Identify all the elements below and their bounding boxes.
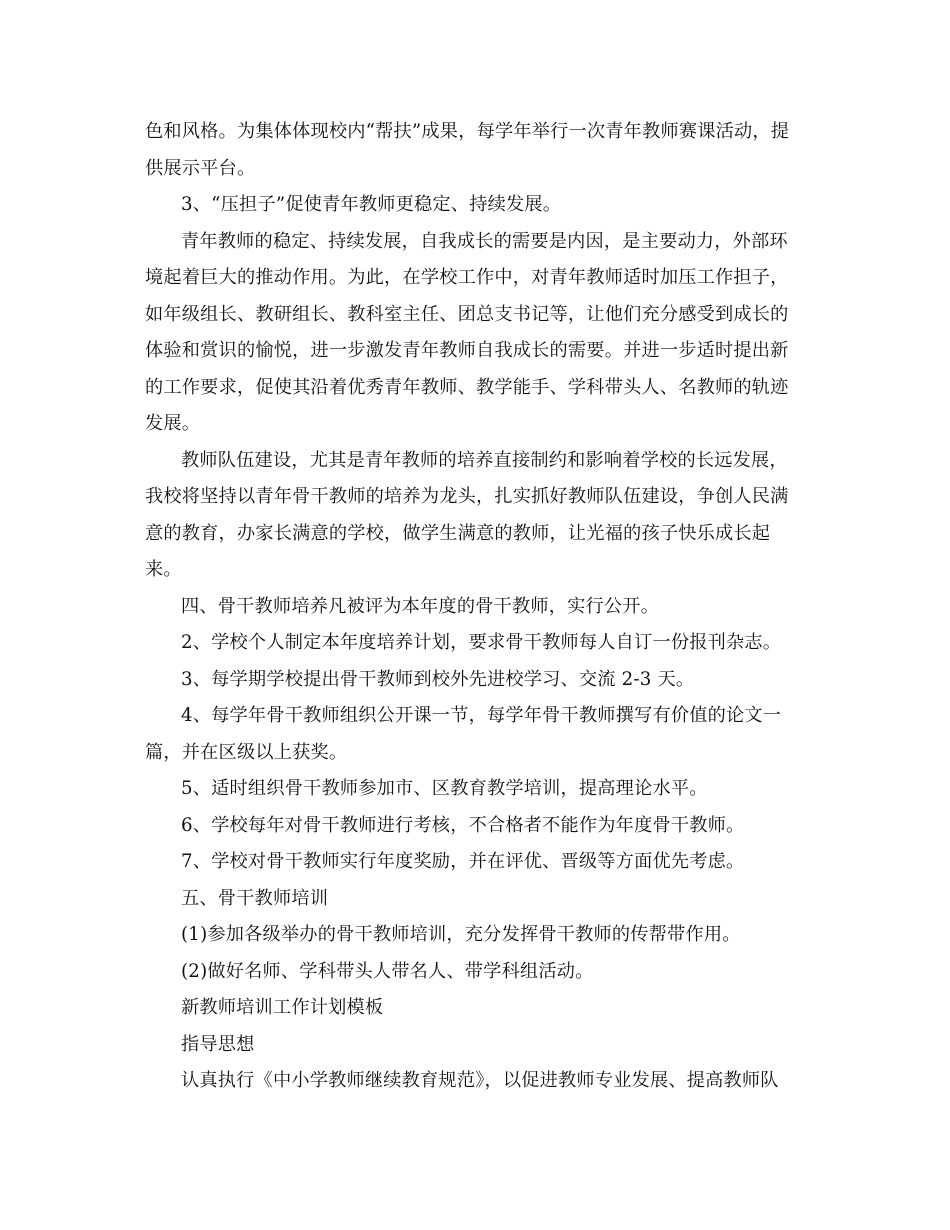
text-line: 四、骨干教师培养凡被评为本年度的骨干教师，实行公开。	[181, 595, 660, 617]
text-line: 我校将坚持以青年骨干教师的培养为龙头，扎实抓好教师队伍建设，争创人民满	[145, 486, 789, 507]
text-line: 体验和赏识的愉悦，进一步激发青年教师自我成长的需要。并进一步适时提出新	[145, 340, 789, 361]
text-line: 教师队伍建设，尤其是青年教师的培养直接制约和影响着学校的长远发展，	[181, 449, 788, 471]
text-line: 发展。	[145, 413, 201, 434]
text-line: 青年教师的稳定、持续发展，自我成长的需要是内因，是主要动力，外部环	[181, 230, 788, 252]
text-line: 新教师培训工作计划模板	[181, 997, 384, 1018]
text-line: 来。	[145, 559, 182, 580]
text-line: 7、学校对骨干教师实行年度奖励，并在评优、晋级等方面优先考虑。	[181, 851, 745, 872]
text-line: 6、学校每年对骨干教师进行考核，不合格者不能作为年度骨干教师。	[181, 814, 745, 836]
text-line: 认真执行《中小学教师继续教育规范》，以促进教师专业发展、提高教师队	[181, 1070, 779, 1091]
text-line: 五、骨干教师培训	[181, 887, 329, 909]
text-line: 的工作要求，促使其沿着优秀青年教师、教学能手、学科带头人、名教师的轨迹	[145, 376, 789, 398]
text-line: 5、适时组织骨干教师参加市、区教育教学培训，提高理论水平。	[181, 778, 708, 799]
text-line: (2)做好名师、学科带头人带名人、带学科组活动。	[181, 960, 594, 982]
document-body	[145, 114, 807, 1100]
text-line: 2、学校个人制定本年度培养计划，要求骨干教师每人自订一份报刊杂志。	[181, 632, 782, 653]
text-line: 供展示平台。	[145, 157, 256, 179]
text-line: 色和风格。为集体体现校内“帮扶”成果，每学年举行一次青年教师赛课活动，提	[145, 121, 790, 142]
text-line: 3、“压担子”促使青年教师更稳定、持续发展。	[181, 194, 562, 215]
text-line: 意的教育，办家长满意的学校，做学生满意的教师，让光福的孩子快乐成长起	[145, 522, 771, 544]
text-line: 4、每学年骨干教师组织公开课一节，每学年骨干教师撰写有价值的论文一	[181, 705, 782, 726]
text-line: 境起着巨大的推动作用。为此，在学校工作中，对青年教师适时加压工作担子，	[145, 267, 789, 288]
text-line: 如年级组长、教研组长、教科室主任、团总支书记等，让他们充分感受到成长的	[145, 303, 789, 325]
text-line: 指导思想	[181, 1033, 255, 1055]
text-line: 篇，并在区级以上获奖。	[145, 741, 348, 763]
text-line: (1)参加各级举办的骨干教师培训，充分发挥骨干教师的传帮带作用。	[181, 924, 741, 945]
text-line: 3、每学期学校提出骨干教师到校外先进校学习、交流 2-3 天。	[181, 668, 695, 690]
